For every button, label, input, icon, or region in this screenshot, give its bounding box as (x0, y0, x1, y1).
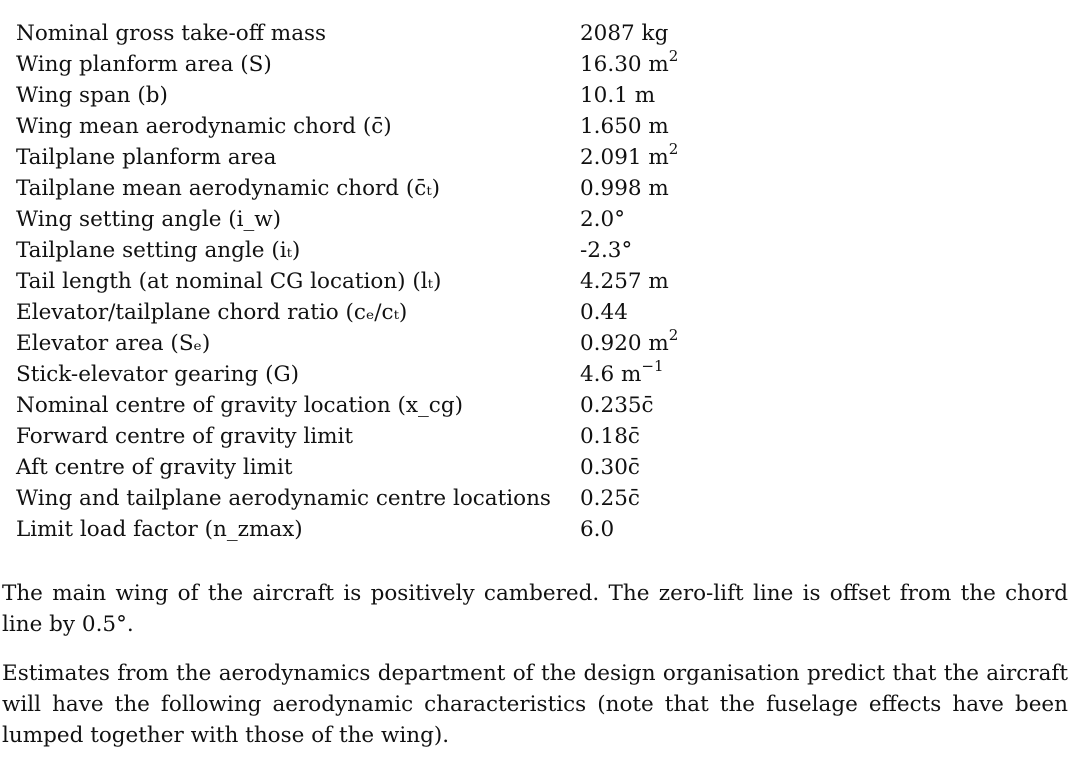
parameter-value: 0.44 (580, 300, 628, 325)
parameter-value-cell (580, 514, 678, 545)
parameter-row (16, 142, 678, 173)
parameter-label: Wing span (b) (16, 83, 168, 108)
parameter-unit-exponent: 2 (668, 325, 679, 344)
parameter-row (16, 49, 678, 80)
parameter-value-cell (580, 452, 678, 483)
parameter-unit-exponent: 2 (668, 139, 679, 158)
aircraft-parameters-table (16, 18, 678, 545)
parameter-value-cell (580, 266, 678, 297)
parameter-value: 4.6 m (580, 362, 642, 387)
parameter-value-cell (580, 111, 678, 142)
parameter-label: Stick-elevator gearing (G) (16, 362, 300, 387)
parameter-row (16, 173, 678, 204)
parameter-label: Tailplane planform area (16, 145, 277, 170)
parameter-value-cell (580, 18, 678, 49)
parameter-value-cell (580, 80, 678, 111)
parameter-value: 2.091 m (580, 145, 669, 170)
parameter-label: Elevator/tailplane chord ratio (cₑ/cₜ) (16, 300, 408, 325)
parameter-row (16, 452, 678, 483)
parameter-row (16, 390, 678, 421)
parameter-label: Limit load factor (n_zmax) (16, 517, 303, 542)
parameter-row (16, 235, 678, 266)
parameter-value-cell (580, 390, 678, 421)
parameter-value-cell (580, 297, 678, 328)
parameter-row (16, 483, 678, 514)
parameter-value: 2087 kg (580, 21, 669, 46)
parameter-row (16, 18, 678, 49)
parameter-row (16, 111, 678, 142)
parameter-value: 16.30 m (580, 52, 669, 77)
parameter-label: Aft centre of gravity limit (16, 455, 293, 480)
parameter-row (16, 80, 678, 111)
parameter-value-cell (580, 204, 678, 235)
parameter-label: Wing and tailplane aerodynamic centre locations (16, 486, 551, 511)
parameter-value: 1.650 m (580, 114, 669, 139)
parameter-value: 4.257 m (580, 269, 669, 294)
parameter-row (16, 359, 678, 390)
parameter-value: 0.998 m (580, 176, 669, 201)
parameter-value-cell (580, 483, 678, 514)
camber-paragraph: The main wing of the aircraft is positively cambered. The zero-lift line is offset from the chord line by 0.5°. (2, 581, 1068, 637)
parameter-value-cell (580, 421, 678, 452)
parameter-value: 0.25c̄ (580, 486, 640, 511)
parameter-value: 0.30c̄ (580, 455, 640, 480)
parameter-label: Nominal gross take-off mass (16, 21, 327, 46)
parameter-row (16, 204, 678, 235)
parameter-value: 2.0° (580, 207, 625, 232)
parameter-value-cell (580, 235, 678, 266)
parameter-label: Nominal centre of gravity location (x_cg) (16, 393, 463, 418)
parameter-value: 10.1 m (580, 83, 656, 108)
parameter-value-cell (580, 46, 679, 80)
parameter-label: Wing planform area (S) (16, 52, 272, 77)
parameter-label: Elevator area (Sₑ) (16, 331, 211, 356)
parameter-label: Tailplane setting angle (iₜ) (16, 238, 301, 263)
parameter-value-cell (580, 173, 678, 204)
parameter-label: Wing mean aerodynamic chord (c̄) (16, 114, 392, 139)
parameter-row (16, 297, 678, 328)
parameter-value: 0.18c̄ (580, 424, 640, 449)
parameter-value-cell (580, 139, 679, 173)
aerodynamics-paragraph: Estimates from the aerodynamics department of the design organisation predict that the aircraft will have the following aerodynamic characteristics (note that the fuselage effects have been lumped together with those of the wing). (2, 661, 1068, 748)
parameter-row (16, 421, 678, 452)
parameters-table-body (16, 18, 678, 545)
parameter-unit-exponent: −1 (641, 356, 664, 375)
parameter-value-cell (580, 325, 679, 359)
parameter-value: -2.3° (580, 238, 633, 263)
parameter-label: Forward centre of gravity limit (16, 424, 354, 449)
parameter-value: 6.0 (580, 517, 615, 542)
parameter-row (16, 266, 678, 297)
parameter-value: 0.920 m (580, 331, 669, 356)
parameter-value: 0.235c̄ (580, 393, 654, 418)
parameter-row (16, 328, 678, 359)
parameter-unit-exponent: 2 (668, 46, 679, 65)
parameter-row (16, 514, 678, 545)
parameter-label: Tailplane mean aerodynamic chord (c̄ₜ) (16, 176, 441, 201)
parameter-label: Tail length (at nominal CG location) (lₜ) (16, 269, 442, 294)
parameter-label: Wing setting angle (i_w) (16, 207, 282, 232)
parameter-value-cell (580, 356, 678, 390)
